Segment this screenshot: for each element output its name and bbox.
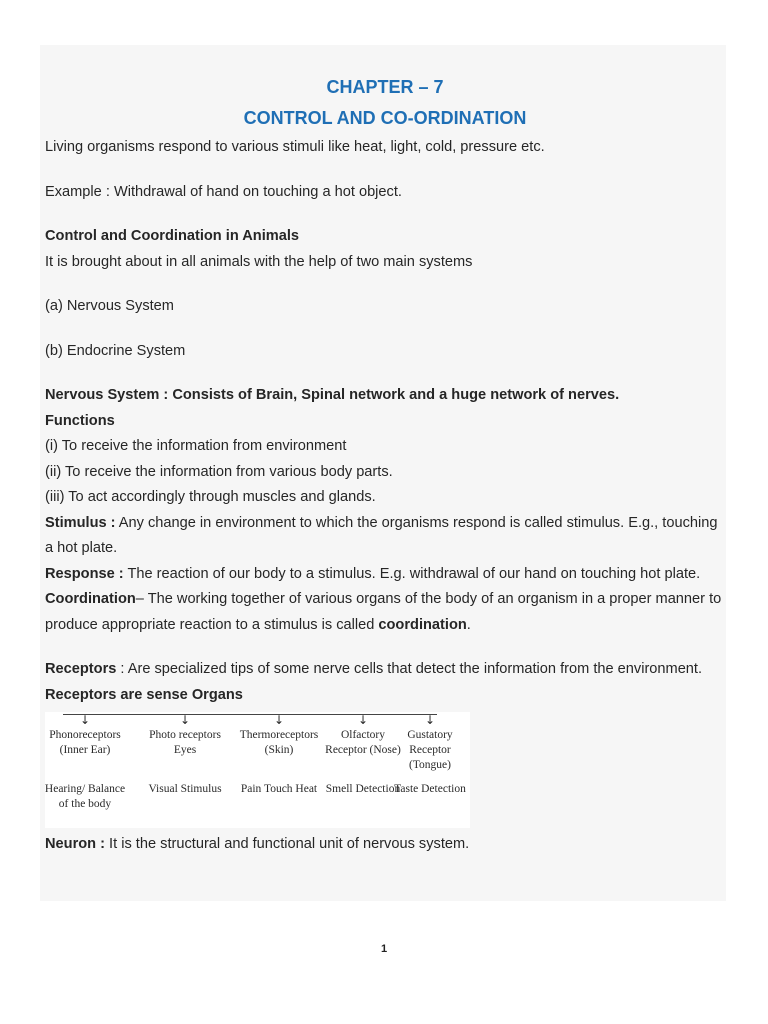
receptor-column (391, 712, 469, 797)
coordination-term: Coordination (45, 591, 136, 607)
stimulus-definition (45, 511, 725, 562)
intro-text: Living organisms respond to various stimuli like heat, light, cold, pressure etc. (45, 139, 545, 155)
receptor-name: Olfactory Receptor (Nose) (325, 729, 401, 756)
down-arrow-icon: ↓ (357, 713, 369, 727)
page-number: 1 (380, 943, 388, 955)
response-definition (45, 562, 725, 588)
animals-text: It is brought about in all animals with the help of two main systems (45, 253, 473, 270)
receptor-name: Gustatory Receptor (Tongue) (407, 729, 453, 771)
receptor-column (41, 712, 129, 812)
receptors-heading: Receptors are sense Organs (45, 686, 243, 703)
neuron-definition (45, 832, 725, 858)
system-a: (a) Nervous System (45, 298, 174, 314)
function-item: (iii) To act accordingly through muscles and glands. (45, 489, 376, 505)
down-arrow-icon: ↓ (179, 713, 191, 727)
receptor-name: Thermoreceptors (Skin) (239, 729, 319, 756)
response-text: The reaction of our body to a stimulus. E.g. withdrawal of our hand on touching hot plate. (123, 565, 701, 582)
functions-heading: Functions (45, 412, 115, 429)
function-item: (ii) To receive the information from various body parts. (45, 463, 393, 480)
receptor-function: Visual Stimulus (148, 783, 222, 795)
response-term: Response : (45, 565, 124, 582)
receptor-function: Hearing/ Balance of the body (44, 783, 126, 810)
receptor-function: Smell Detection (325, 783, 401, 795)
receptor-column (233, 712, 325, 797)
neuron-text: It is the structural and functional unit of nervous system. (105, 836, 470, 852)
coordination-end: . (466, 616, 471, 633)
function-item: (i) To receive the information from environment (45, 438, 347, 454)
down-arrow-icon: ↓ (273, 713, 285, 727)
receptor-name: Photo receptors Eyes (149, 729, 221, 756)
down-arrow-icon: ↓ (424, 713, 436, 727)
example-text: Example : Withdrawal of hand on touching a hot object. (45, 183, 402, 200)
receptors-definition (45, 657, 725, 683)
document-body (45, 72, 725, 858)
neuron-term: Neuron : (45, 836, 105, 852)
system-b: (b) Endocrine System (45, 342, 186, 359)
receptor-column (141, 712, 229, 797)
coordination-text: – The working together of various organs of the body of an organism in a proper manner to produce appropriate reaction to a stimulus is called (45, 591, 722, 633)
chapter-title: CONTROL AND CO-ORDINATION (243, 108, 527, 128)
receptor-function: Taste Detection (394, 783, 466, 795)
receptor-name: Phonoreceptors (Inner Ear) (49, 729, 121, 756)
receptor-diagram (45, 712, 470, 828)
coordination-bold-word: coordination (378, 616, 467, 633)
chapter-number: CHAPTER – 7 (326, 77, 444, 97)
stimulus-term: Stimulus : (45, 514, 116, 531)
receptors-term: Receptors (45, 661, 117, 677)
down-arrow-icon: ↓ (79, 713, 91, 727)
receptor-function: Pain Touch Heat (240, 783, 318, 795)
coordination-definition (45, 587, 725, 638)
animals-heading: Control and Coordination in Animals (45, 228, 300, 244)
nervous-system-definition: Nervous System : Consists of Brain, Spinal network and a huge network of nerves. (45, 387, 620, 403)
receptors-text: : Are specialized tips of some nerve cells that detect the information from the environment. (116, 661, 703, 677)
stimulus-text: Any change in environment to which the organisms respond is called stimulus. E.g., touching a hot plate. (45, 514, 718, 556)
